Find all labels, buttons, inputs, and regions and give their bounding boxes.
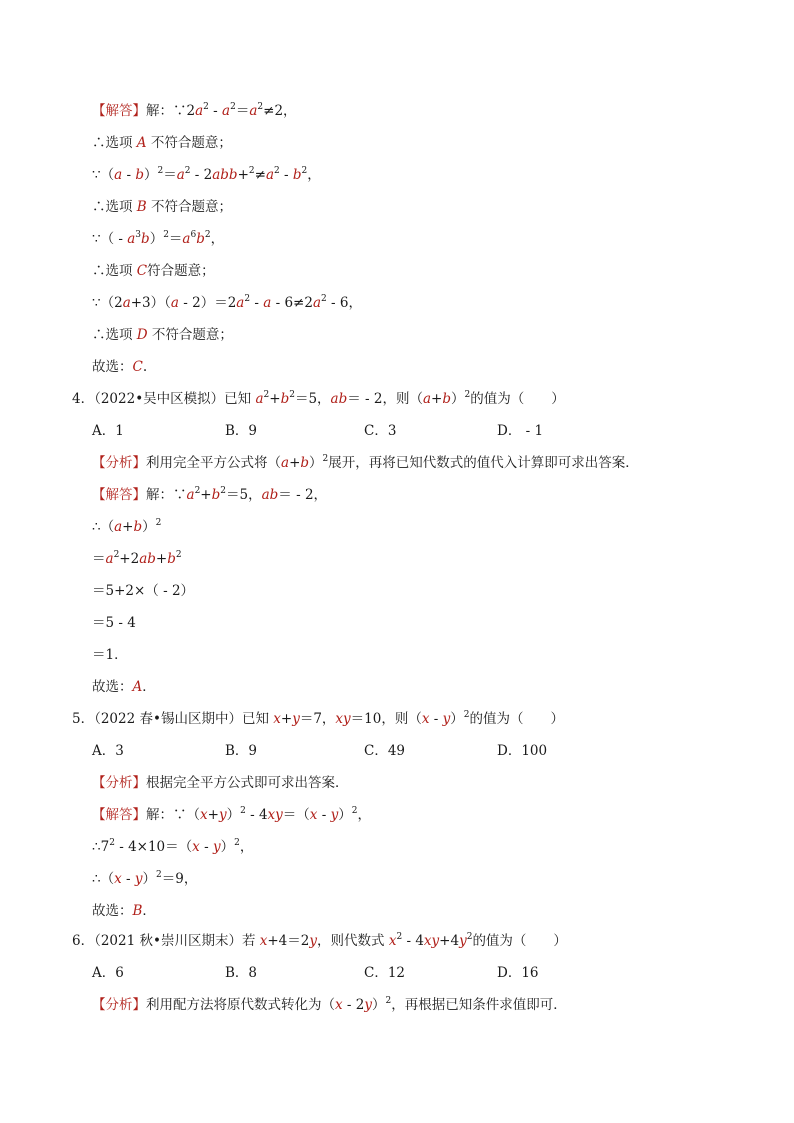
q5-choice: 故选：B． [92,903,156,919]
sol3-line-6: ∴选项 C符合题意； [92,263,215,279]
q4-solution-6: ＝1． [92,647,128,663]
q5-option-a: A．3 [92,743,124,759]
q6-option-b: B．8 [225,965,258,981]
sol3-line-8: ∴选项 D 不符合题意； [92,327,233,343]
sol3-line-3: ∵（a - $b)^2=a^2 - 2abb+^2\ne a^2 - b^2$， [92,166,321,183]
sol3-line-2: ∴选项 A 不符合题意； [92,135,232,151]
q6-stem: 6．（2021 秋•崇川区期末）若 x+4＝2y，则代数式 $x^2 - 4xy+4y^2$的值为（ ） [72,932,567,949]
analysis-tag: 【分析】 [92,455,146,471]
q5-analysis: 【分析】根据完全平方公式即可求出答案． [92,775,349,791]
q4-option-d: D． - 1 [497,423,544,439]
q5-option-c: C．49 [364,743,406,759]
answer-tag: 【解答】 [92,103,146,119]
q4-option-c: C．3 [364,423,397,439]
q4-choice: 故选：A． [92,679,156,695]
analysis-tag: 【分析】 [92,997,146,1013]
q6-option-a: A．6 [92,965,124,981]
analysis-tag: 【分析】 [92,775,146,791]
q6-option-c: C．12 [364,965,406,981]
sol3-line-7: ∵（2a+3）（a - $2)=2a^2 - a - 6\ne 2a^2 - 6$， [92,294,362,311]
sol3-line-5: ∵（ - $a^3b)^2=a^6b^2$， [92,230,225,247]
sol3-line-9: 故选：C. [92,359,148,375]
q4-option-a: A．1 [92,423,124,439]
sol3-line-1: 【解答】解：$\because 2a^2 - a^2=a^2\ne 2$， [92,102,297,119]
q5-option-d: D．100 [497,743,548,759]
answer-tag: 【解答】 [92,487,146,503]
q4-option-b: B．9 [225,423,258,439]
q5-solution-3: ∴（x - y）$^2$＝9， [92,870,198,887]
sol3-line-4: ∴选项 B 不符合题意； [92,199,233,215]
q4-solution-4: ＝5+2×（ - 2） [92,583,195,599]
q6-option-d: D．16 [497,965,539,981]
q6-analysis: 【分析】利用配方法将原代数式转化为（x - 2y）$^2$，再根据已知条件求值即可． [92,996,567,1013]
q4-solution-1: 【解答】解：$\because a^2+b^2=5$，ab＝ - 2， [92,486,328,503]
q4-solution-2: $\therefore(a+b)^2$ [92,518,162,535]
q4-analysis: 【分析】利用完全平方公式将$(a+b)^2$展开，再将已知代数式的值代入计算即可求出答案． [92,454,639,471]
q4-stem: 4．（2022•吴中区模拟）已知 $a^2+b^2=5$，ab＝ - 2，则$(a+b)^2$的值为（ ） [72,390,565,407]
q5-stem: 5．（2022 春•锡山区期中）已知 x+y＝7，xy＝10，则（x - y）$^2$的值为（ ） [72,710,565,727]
answer-tag: 【解答】 [92,807,146,823]
q4-solution-5: ＝5 - 4 [92,615,136,631]
q5-solution-1: 【解答】解：$\because(x+y)^2 - 4xy=(x - y)^2$， [92,806,371,823]
q4-solution-3: $=a^2+2ab+b^2$ [92,550,182,567]
q5-option-b: B．9 [225,743,258,759]
q5-solution-2: $\therefore 7^2 - 4\times 10=(x - y)^2$， [92,838,254,855]
